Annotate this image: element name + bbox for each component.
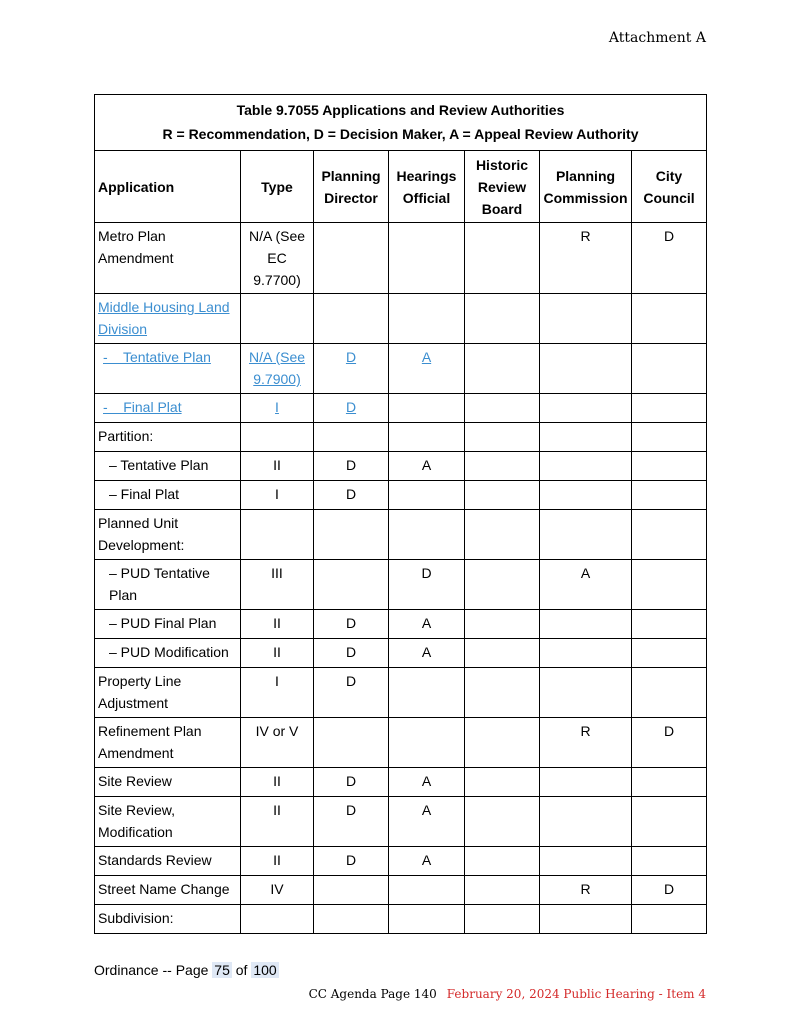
cell-type: II bbox=[241, 768, 314, 797]
cell-historic-review-board bbox=[465, 344, 540, 394]
cell-planning-director bbox=[314, 718, 389, 768]
cell-type: II bbox=[241, 847, 314, 876]
cell-planning-director: D bbox=[314, 394, 389, 423]
cell-planning-commission bbox=[540, 481, 632, 510]
cell-application: – PUD Tentative Plan bbox=[95, 560, 241, 610]
table-row bbox=[95, 394, 707, 423]
cell-planning-commission: R bbox=[540, 876, 632, 905]
footer-prefix: Ordinance -- Page bbox=[94, 962, 209, 978]
table-row bbox=[95, 452, 707, 481]
cell-historic-review-board bbox=[465, 639, 540, 668]
cell-application: Subdivision: bbox=[95, 905, 241, 934]
attachment-label: Attachment A bbox=[608, 30, 706, 46]
cell-historic-review-board bbox=[465, 294, 540, 344]
table-row bbox=[95, 481, 707, 510]
cell-type: I bbox=[241, 394, 314, 423]
cell-application: Standards Review bbox=[95, 847, 241, 876]
header-hearings-official: Hearings Official bbox=[389, 151, 465, 223]
cell-type: I bbox=[241, 481, 314, 510]
table-title-row bbox=[95, 95, 707, 151]
cell-application: Partition: bbox=[95, 423, 241, 452]
cell-application: – PUD Modification bbox=[95, 639, 241, 668]
table-row bbox=[95, 510, 707, 560]
cell-city-council: D bbox=[632, 876, 707, 905]
cell-city-council: D bbox=[632, 223, 707, 294]
cell-city-council bbox=[632, 294, 707, 344]
cell-type: II bbox=[241, 452, 314, 481]
cell-historic-review-board bbox=[465, 423, 540, 452]
header-historic-review-board: Historic Review Board bbox=[465, 151, 540, 223]
cell-planning-commission bbox=[540, 344, 632, 394]
cell-planning-commission bbox=[540, 768, 632, 797]
header-planning-director-text: Planning Director bbox=[321, 167, 381, 206]
cell-city-council bbox=[632, 394, 707, 423]
cell-planning-commission bbox=[540, 797, 632, 847]
cell-planning-commission: A bbox=[540, 560, 632, 610]
cell-planning-director bbox=[314, 876, 389, 905]
cell-city-council bbox=[632, 560, 707, 610]
cell-city-council bbox=[632, 510, 707, 560]
cell-historic-review-board bbox=[465, 510, 540, 560]
cell-planning-commission bbox=[540, 668, 632, 718]
cell-type: IV bbox=[241, 876, 314, 905]
header-planning-commission: Planning Commission bbox=[540, 151, 632, 223]
cell-planning-commission bbox=[540, 610, 632, 639]
cell-type: N/A (See 9.7900) bbox=[241, 344, 314, 394]
table-title-cell bbox=[95, 95, 707, 151]
cell-application: Planned Unit Development: bbox=[95, 510, 241, 560]
cell-planning-commission bbox=[540, 847, 632, 876]
cell-type: II bbox=[241, 610, 314, 639]
cell-application: - Tentative Plan bbox=[95, 344, 241, 394]
cell-planning-commission bbox=[540, 294, 632, 344]
cell-historic-review-board bbox=[465, 668, 540, 718]
cell-city-council bbox=[632, 423, 707, 452]
cell-type: I bbox=[241, 668, 314, 718]
cell-type: II bbox=[241, 639, 314, 668]
table-legend: R = Recommendation, D = Decision Maker, A = Appeal Review Authority bbox=[162, 126, 639, 142]
cell-planning-commission bbox=[540, 905, 632, 934]
cell-historic-review-board bbox=[465, 905, 540, 934]
cell-planning-commission: R bbox=[540, 718, 632, 768]
cell-hearings-official bbox=[389, 294, 465, 344]
cell-planning-director: D bbox=[314, 668, 389, 718]
table-row bbox=[95, 768, 707, 797]
cell-planning-director: D bbox=[314, 610, 389, 639]
table-row bbox=[95, 223, 707, 294]
cell-hearings-official bbox=[389, 510, 465, 560]
cell-historic-review-board bbox=[465, 481, 540, 510]
cell-hearings-official: A bbox=[389, 847, 465, 876]
cell-application: Street Name Change bbox=[95, 876, 241, 905]
cell-hearings-official: A bbox=[389, 797, 465, 847]
cell-planning-director: D bbox=[314, 481, 389, 510]
table-row bbox=[95, 876, 707, 905]
cell-hearings-official bbox=[389, 876, 465, 905]
table-row bbox=[95, 639, 707, 668]
footer-of: of bbox=[235, 962, 248, 978]
cell-city-council bbox=[632, 668, 707, 718]
cell-historic-review-board bbox=[465, 394, 540, 423]
cell-city-council bbox=[632, 610, 707, 639]
header-planning-director bbox=[314, 151, 389, 223]
cell-city-council: D bbox=[632, 718, 707, 768]
ordinance-page-footer bbox=[94, 962, 279, 978]
table-row bbox=[95, 560, 707, 610]
cell-planning-commission: R bbox=[540, 223, 632, 294]
cell-city-council bbox=[632, 847, 707, 876]
cell-planning-director bbox=[314, 294, 389, 344]
table-row bbox=[95, 294, 707, 344]
cell-planning-commission bbox=[540, 639, 632, 668]
cell-type: N/A (See EC 9.7700) bbox=[241, 223, 314, 294]
cell-planning-director bbox=[314, 423, 389, 452]
cell-historic-review-board bbox=[465, 718, 540, 768]
cell-historic-review-board bbox=[465, 768, 540, 797]
cell-historic-review-board bbox=[465, 876, 540, 905]
cell-planning-director: D bbox=[314, 452, 389, 481]
cell-hearings-official bbox=[389, 668, 465, 718]
cell-application: Refinement Plan Amendment bbox=[95, 718, 241, 768]
cell-planning-commission bbox=[540, 394, 632, 423]
table-row bbox=[95, 423, 707, 452]
cell-application: – Final Plat bbox=[95, 481, 241, 510]
header-application: Application bbox=[95, 151, 241, 223]
cell-planning-director: D bbox=[314, 639, 389, 668]
cell-historic-review-board bbox=[465, 847, 540, 876]
cell-hearings-official: A bbox=[389, 768, 465, 797]
cell-application: – PUD Final Plan bbox=[95, 610, 241, 639]
table-row bbox=[95, 668, 707, 718]
cell-hearings-official bbox=[389, 718, 465, 768]
cell-hearings-official bbox=[389, 223, 465, 294]
table-header-row bbox=[95, 151, 707, 223]
table-row bbox=[95, 905, 707, 934]
table-row bbox=[95, 797, 707, 847]
cell-historic-review-board bbox=[465, 560, 540, 610]
cell-type: III bbox=[241, 560, 314, 610]
cell-application: Site Review bbox=[95, 768, 241, 797]
cell-planning-commission bbox=[540, 423, 632, 452]
cell-application: Metro Plan Amendment bbox=[95, 223, 241, 294]
cell-application: Property Line Adjustment bbox=[95, 668, 241, 718]
cell-planning-director bbox=[314, 560, 389, 610]
cell-type: IV or V bbox=[241, 718, 314, 768]
cell-application: Middle Housing Land Division bbox=[95, 294, 241, 344]
review-authorities-table bbox=[94, 94, 707, 934]
cell-planning-director bbox=[314, 510, 389, 560]
cell-planning-director bbox=[314, 223, 389, 294]
cell-city-council bbox=[632, 481, 707, 510]
cell-city-council bbox=[632, 344, 707, 394]
cell-hearings-official: A bbox=[389, 452, 465, 481]
cell-type: II bbox=[241, 797, 314, 847]
cell-type bbox=[241, 905, 314, 934]
header-city-council: City Council bbox=[632, 151, 707, 223]
page-number: 75 bbox=[214, 962, 230, 978]
cell-city-council bbox=[632, 768, 707, 797]
cell-historic-review-board bbox=[465, 610, 540, 639]
cell-application: – Tentative Plan bbox=[95, 452, 241, 481]
header-type: Type bbox=[241, 151, 314, 223]
cell-planning-director: D bbox=[314, 768, 389, 797]
cell-city-council bbox=[632, 452, 707, 481]
table-title: Table 9.7055 Applications and Review Authorities bbox=[236, 102, 565, 118]
cell-hearings-official: A bbox=[389, 639, 465, 668]
cell-city-council bbox=[632, 797, 707, 847]
cell-hearings-official bbox=[389, 905, 465, 934]
table-row bbox=[95, 718, 707, 768]
cell-planning-director: D bbox=[314, 344, 389, 394]
cell-historic-review-board bbox=[465, 452, 540, 481]
cell-hearings-official: A bbox=[389, 610, 465, 639]
cell-type bbox=[241, 510, 314, 560]
cell-type bbox=[241, 423, 314, 452]
cell-planning-commission bbox=[540, 452, 632, 481]
cell-hearings-official: A bbox=[389, 344, 465, 394]
cell-planning-director: D bbox=[314, 847, 389, 876]
cell-application: - Final Plat bbox=[95, 394, 241, 423]
cell-historic-review-board bbox=[465, 223, 540, 294]
cell-hearings-official bbox=[389, 394, 465, 423]
cell-planning-commission bbox=[540, 510, 632, 560]
cell-city-council bbox=[632, 905, 707, 934]
cell-application: Site Review, Modification bbox=[95, 797, 241, 847]
agenda-page: CC Agenda Page 140 bbox=[308, 987, 437, 1001]
cell-planning-director bbox=[314, 905, 389, 934]
hearing-label: February 20, 2024 Public Hearing - Item 4 bbox=[446, 987, 706, 1001]
cell-hearings-official: D bbox=[389, 560, 465, 610]
table-row bbox=[95, 847, 707, 876]
cell-planning-director: D bbox=[314, 797, 389, 847]
cell-historic-review-board bbox=[465, 797, 540, 847]
cell-city-council bbox=[632, 639, 707, 668]
table-row bbox=[95, 344, 707, 394]
cell-hearings-official bbox=[389, 481, 465, 510]
agenda-footer bbox=[309, 987, 706, 1001]
table-row bbox=[95, 610, 707, 639]
page-total: 100 bbox=[253, 962, 277, 978]
cell-hearings-official bbox=[389, 423, 465, 452]
cell-type bbox=[241, 294, 314, 344]
